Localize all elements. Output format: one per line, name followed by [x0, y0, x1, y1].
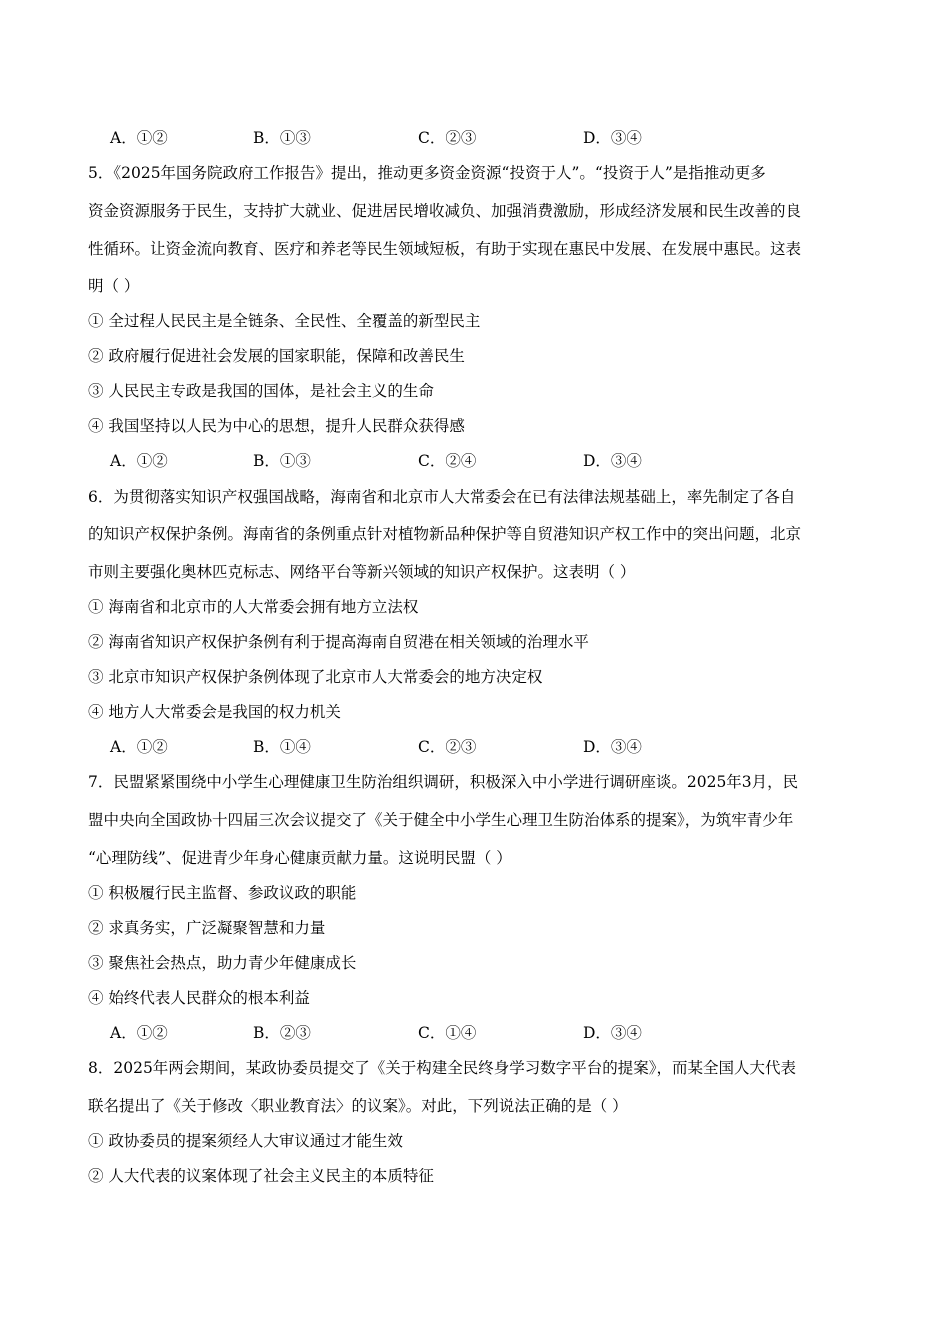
q7-stem-line: “心理防线”、促进青少年身心健康贡献力量。这说明民盟（ ）	[88, 849, 512, 867]
q6-option-c[interactable]: C．②③	[418, 738, 477, 756]
q8-stem-line: 8．2025年两会期间，某政协委员提交了《关于构建全民终身学习数字平台的提案》，而某全国人大代表	[88, 1059, 797, 1077]
q7-option-c[interactable]: C．①④	[418, 1024, 477, 1042]
q7-option-b[interactable]: B．②③	[253, 1024, 311, 1042]
q5-statement-1: ① 全过程人民民主是全链条、全民性、全覆盖的新型民主	[88, 312, 481, 330]
q5-stem-line: 资金资源服务于民生，支持扩大就业、促进居民增收减负、加强消费激励，形成经济发展和民生改善的良	[88, 202, 802, 220]
q7-stem-line: 盟中央向全国政协十四届三次会议提交了《关于健全中小学生心理卫生防治体系的提案》，为筑牢青少年	[88, 811, 794, 829]
q4-option-d[interactable]: D．③④	[583, 129, 642, 147]
q6-option-a[interactable]: A．①②	[110, 738, 168, 756]
q4-option-a[interactable]: A．①②	[110, 129, 168, 147]
q7-statement-3: ③ 聚焦社会热点，助力青少年健康成长	[88, 954, 357, 972]
q8-stem-line: 联名提出了《关于修改〈职业教育法〉的议案》。对此，下列说法正确的是（ ）	[88, 1097, 628, 1115]
q5-option-a[interactable]: A．①②	[110, 452, 168, 470]
q7-statement-1: ① 积极履行民主监督、参政议政的职能	[88, 884, 357, 902]
q6-stem-line: 6．为贯彻落实知识产权强国战略，海南省和北京市人大常委会在已有法律法规基础上，率先制定了各自	[88, 488, 796, 506]
q7-statement-2: ② 求真务实，广泛凝聚智慧和力量	[88, 919, 326, 937]
q6-stem-line: 的知识产权保护条例。海南省的条例重点针对植物新品种保护等自贸港知识产权工作中的突出问题，北京	[88, 525, 802, 543]
q8-statement-1: ① 政协委员的提案须经人大审议通过才能生效	[88, 1132, 403, 1150]
q5-option-d[interactable]: D．③④	[583, 452, 642, 470]
q8-statement-2: ② 人大代表的议案体现了社会主义民主的本质特征	[88, 1167, 434, 1185]
q6-stem-line: 市则主要强化奥林匹克标志、网络平台等新兴领域的知识产权保护。这表明（ ）	[88, 563, 636, 581]
q7-statement-4: ④ 始终代表人民群众的根本利益	[88, 989, 310, 1007]
q5-stem-line: 性循环。让资金流向教育、医疗和养老等民生领域短板，有助于实现在惠民中发展、在发展中惠民。这表	[88, 240, 802, 258]
q6-option-d[interactable]: D．③④	[583, 738, 642, 756]
q5-statement-3: ③ 人民民主专政是我国的国体，是社会主义的生命	[88, 382, 434, 400]
q4-option-c[interactable]: C．②③	[418, 129, 477, 147]
q5-statement-4: ④ 我国坚持以人民为中心的思想，提升人民群众获得感	[88, 417, 465, 435]
q5-option-c[interactable]: C．②④	[418, 452, 477, 470]
q5-statement-2: ② 政府履行促进社会发展的国家职能，保障和改善民生	[88, 347, 465, 365]
q6-statement-4: ④ 地方人大常委会是我国的权力机关	[88, 703, 341, 721]
q6-statement-2: ② 海南省知识产权保护条例有利于提高海南自贸港在相关领域的治理水平	[88, 633, 589, 651]
q7-option-d[interactable]: D．③④	[583, 1024, 642, 1042]
q4-option-b[interactable]: B．①③	[253, 129, 311, 147]
q6-statement-1: ① 海南省和北京市的人大常委会拥有地方立法权	[88, 598, 419, 616]
q5-stem-line: 5．《2025年国务院政府工作报告》提出，推动更多资金资源“投资于人”。“投资于人”是指推动更多	[88, 164, 766, 182]
q7-stem-line: 7．民盟紧紧围绕中小学生心理健康卫生防治组织调研，积极深入中小学进行调研座谈。2025年3月，民	[88, 773, 799, 791]
q5-option-b[interactable]: B．①③	[253, 452, 311, 470]
q7-option-a[interactable]: A．①②	[110, 1024, 168, 1042]
q6-option-b[interactable]: B．①④	[253, 738, 311, 756]
q5-stem-line: 明（ ）	[88, 277, 140, 295]
q6-statement-3: ③ 北京市知识产权保护条例体现了北京市人大常委会的地方决定权	[88, 668, 543, 686]
